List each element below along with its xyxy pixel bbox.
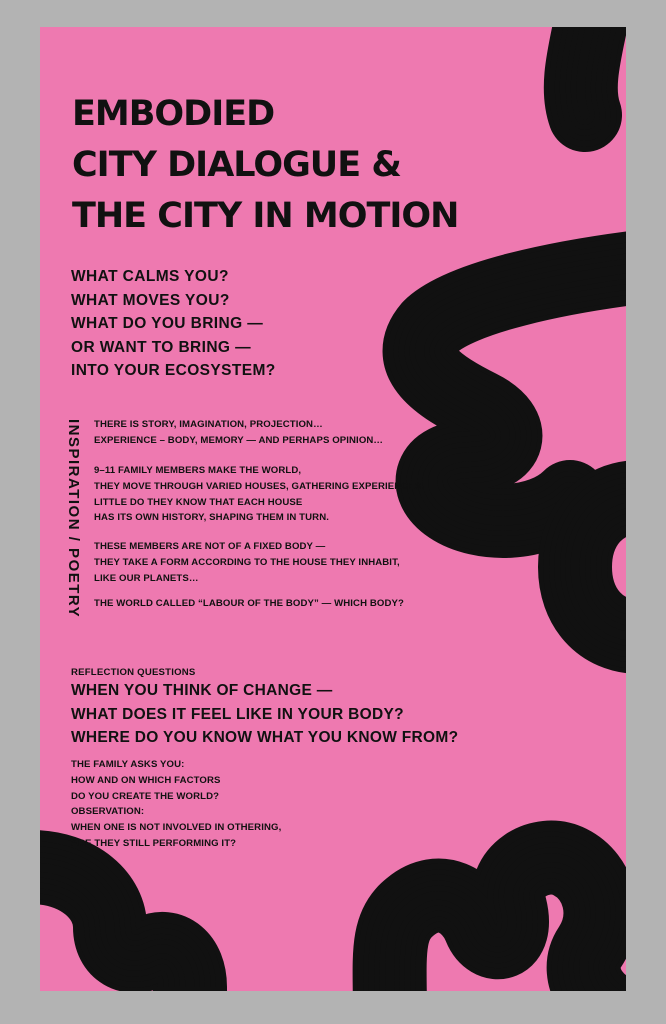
poetry-paragraph-2 [94,463,424,526]
question-line: WHAT MOVES YOU? [71,291,230,309]
poster-title [72,89,458,242]
poetry-line: THEY TAKE A FORM ACCORDING TO THE HOUSE THEY INHABIT, [94,556,400,568]
poetry-line: LIKE OUR PLANETS… [94,572,199,584]
family-line: ARE THEY STILL PERFORMING IT? [71,837,237,849]
family-line: DO YOU CREATE THE WORLD? [71,790,220,802]
poetry-line: THESE MEMBERS ARE NOT OF A FIXED BODY — [94,541,326,552]
reflection-label: REFLECTION QUESTIONS [71,667,196,678]
question-line: WHAT CALMS YOU? [71,268,229,285]
poetry-paragraph-4 [94,596,404,612]
question-line: INTO YOUR ECOSYSTEM? [71,362,276,379]
wave-top-right [581,27,592,115]
section-label-vertical: INSPIRATION / POETRY [65,419,82,619]
poetry-line: EXPERIENCE – BODY, MEMORY — AND PERHAPS OPINION… [94,434,384,446]
poetry-line: HAS ITS OWN HISTORY, SHAPING THEM IN TURN. [94,512,329,524]
poster [40,27,626,991]
poetry-line: THEY MOVE THROUGH VARIED HOUSES, GATHERING EXPERIENCES. [94,480,425,492]
family-line: WHEN ONE IS NOT INVOLVED IN OTHERING, [71,822,282,834]
reflection-line: WHAT DOES IT FEEL LIKE IN YOUR BODY? [71,705,404,723]
reflection-line: WHERE DO YOU KNOW WHAT YOU KNOW FROM? [71,729,459,746]
question-line: WHAT DO YOU BRING — [71,315,264,332]
title-line-2: CITY DIALOGUE & [72,145,401,185]
poetry-line: THE WORLD CALLED “LABOUR OF THE BODY” — WHICH BODY? [94,598,404,609]
wave-bottom-center [390,858,626,991]
question-line: OR WANT TO BRING — [71,338,251,356]
family-line: THE FAMILY ASKS YOU: [71,759,185,770]
family-line: OBSERVATION: [71,806,145,818]
family-asks-block [71,757,281,852]
poetry-line: 9–11 FAMILY MEMBERS MAKE THE WORLD, [94,465,302,476]
poetry-paragraph-1 [94,417,383,449]
wave-bottom-right-arc [575,497,626,637]
title-line-3: THE CITY IN MOTION [72,196,459,236]
title-line-1: EMBODIED [72,94,275,134]
reflection-line: WHEN YOU THINK OF CHANGE — [71,682,333,699]
poetry-line: THERE IS STORY, IMAGINATION, PROJECTION… [94,419,323,430]
intro-questions [71,265,276,383]
wave-bottom-left [40,867,190,991]
poetry-line: LITTLE DO THEY KNOW THAT EACH HOUSE [94,496,303,508]
reflection-questions [71,679,458,750]
family-line: HOW AND ON WHICH FACTORS [71,774,221,786]
poetry-paragraph-3 [94,539,400,586]
